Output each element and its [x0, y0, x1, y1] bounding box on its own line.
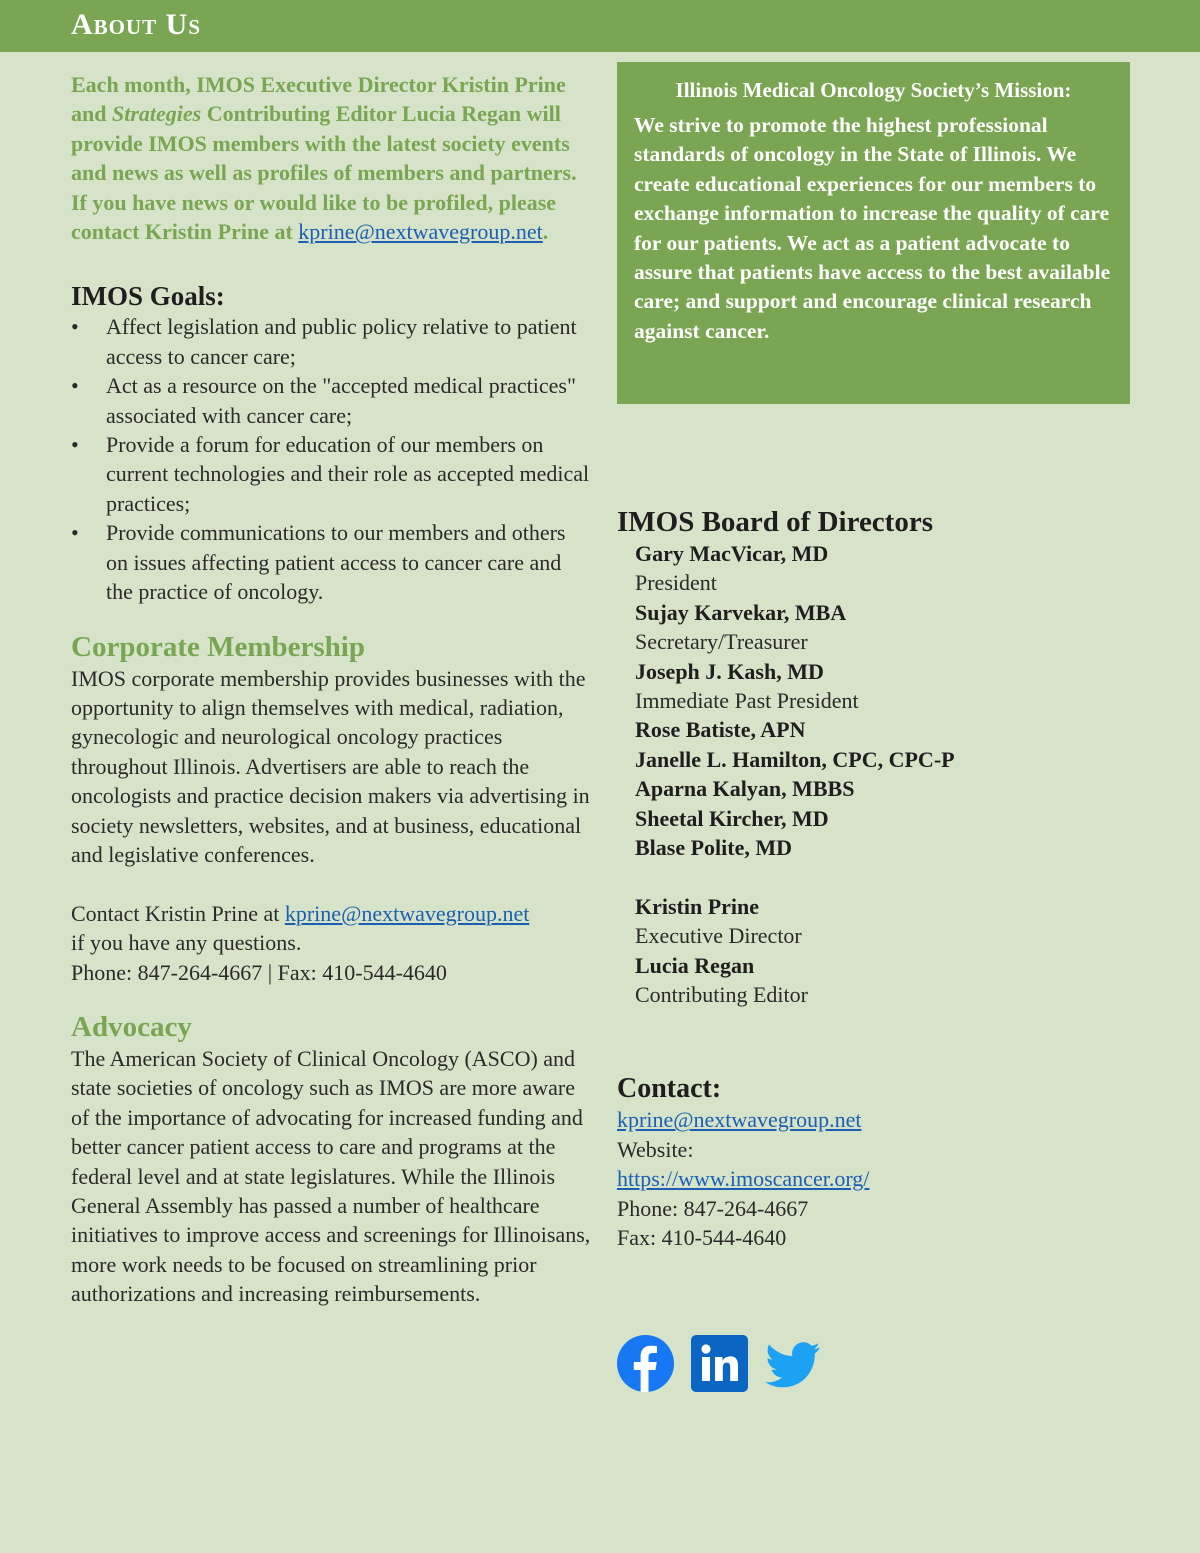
board-member-name: Gary MacVicar, MD — [635, 541, 829, 566]
contact-email-link[interactable]: kprine@nextwavegroup.net — [617, 1107, 862, 1133]
intro-email-link[interactable]: kprine@nextwavegroup.net — [298, 219, 543, 245]
board-member-name: Rose Batiste, APN — [635, 717, 806, 743]
website-label: Website: — [617, 1136, 694, 1162]
list-item — [71, 518, 591, 606]
board-heading: IMOS Board of Directors — [617, 506, 933, 538]
staff-role: Executive Director — [635, 923, 802, 949]
intro-text-2: Contributing Editor Lucia Regan will provide IMOS members with the latest society events and news as well as profiles of members and partners. If you have news or would like to be profiled, please contact Kristin Prine at — [71, 101, 577, 245]
header-bar — [0, 0, 1200, 52]
intro-paragraph — [71, 70, 591, 246]
board-member-name: Sheetal Kircher, MD — [635, 805, 829, 831]
board-member-name: Janelle L. Hamilton, CPC, CPC-P — [635, 746, 955, 772]
board-member-role: Immediate Past President — [635, 688, 859, 714]
board-member-role: President — [635, 570, 717, 596]
goals-list — [71, 312, 591, 606]
corporate-contact — [71, 899, 591, 987]
goal-text: Affect legislation and public policy relative to patient access to cancer care; — [106, 314, 577, 369]
contact-phone: Phone: 847-264-4667 — [617, 1195, 809, 1221]
goals-heading: IMOS Goals: — [71, 281, 225, 312]
board-member-name: Blase Polite, MD — [635, 835, 793, 861]
mission-text: We strive to promote the highest professional standards of oncology in the State of Illinois. We create educational experiences for our members to exchange information to increase the quality of care for our patients. We act as a patient advocate to assure that patients have access to the best available care; and support and encourage clinical research against cancer. — [634, 113, 1111, 343]
left-column — [71, 70, 591, 1309]
mission-box — [617, 62, 1130, 404]
contact-fax: Fax: 410-544-4640 — [617, 1225, 787, 1251]
corporate-membership-heading: Corporate Membership — [71, 630, 365, 663]
staff-name: Kristin Prine — [635, 893, 760, 919]
intro-end: . — [542, 219, 549, 245]
staff-role: Contributing Editor — [635, 982, 808, 1008]
facebook-icon[interactable] — [617, 1335, 674, 1392]
board-member-name: Joseph J. Kash, MD — [635, 658, 824, 684]
contact-heading: Contact: — [617, 1073, 722, 1105]
website-link[interactable]: https://www.imoscancer.org/ — [617, 1166, 870, 1192]
goal-text: Provide a forum for education of our members on current technologies and their role as accepted medical practices; — [106, 432, 590, 516]
bullet: • — [71, 314, 79, 340]
corporate-email-link[interactable]: kprine@nextwavegroup.net — [284, 900, 530, 926]
phone-fax: Phone: 847-264-4667 | Fax: 410-544-4640 — [71, 959, 447, 985]
page-title: About Us — [71, 8, 202, 41]
contact-prefix: Contact Kristin Prine at — [71, 900, 285, 926]
social-links — [617, 1335, 822, 1392]
twitter-icon[interactable] — [765, 1335, 822, 1392]
staff-name: Lucia Regan — [635, 952, 755, 978]
bullet: • — [71, 373, 79, 399]
corporate-membership-body: IMOS corporate membership provides businesses with the opportunity to align themselves with medical, radiation, gynecologic and neurological oncology practices throughout Illinois. Advertisers are able to reach the oncologists and practice decision makers via advertising in society newsletters, websites, and at business, educational and legislative conferences. — [71, 665, 590, 867]
intro-italic: Strategies — [111, 101, 202, 127]
advocacy-body: The American Society of Clinical Oncology (ASCO) and state societies of oncology such as IMOS are more aware of the importance of advocating for increased funding and better cancer patient access to care and programs at the federal level and at state legislatures. While the Illinois General Assembly has passed a number of healthcare initiatives to improve access and screenings for Illinoisans, more work needs to be focused on streamlining prior authorizations and increasing reimbursements. — [71, 1045, 591, 1307]
right-column — [617, 62, 1137, 1253]
contact-block — [617, 1105, 1137, 1252]
board-list — [617, 539, 1137, 1009]
bullet: • — [71, 520, 79, 546]
list-item — [71, 312, 591, 371]
intro-text-1: Each month, IMOS Executive Director Kristin Prine and — [71, 72, 566, 127]
bullet: • — [71, 432, 79, 458]
linkedin-icon[interactable] — [691, 1335, 748, 1392]
board-member-name: Sujay Karvekar, MBA — [635, 599, 847, 625]
advocacy-heading: Advocacy — [71, 1010, 192, 1043]
list-item — [71, 430, 591, 518]
board-member-role: Secretary/Treasurer — [635, 629, 808, 655]
mission-title: Illinois Medical Oncology Society’s Mission: — [675, 78, 1072, 102]
goal-text: Act as a resource on the "accepted medical practices" associated with cancer care; — [106, 373, 576, 428]
contact-suffix: if you have any questions. — [71, 930, 302, 956]
board-member-name: Aparna Kalyan, MBBS — [635, 776, 855, 802]
list-item — [71, 371, 591, 430]
goal-text: Provide communications to our members and others on issues affecting patient access to cancer care and the practice of oncology. — [106, 520, 566, 605]
